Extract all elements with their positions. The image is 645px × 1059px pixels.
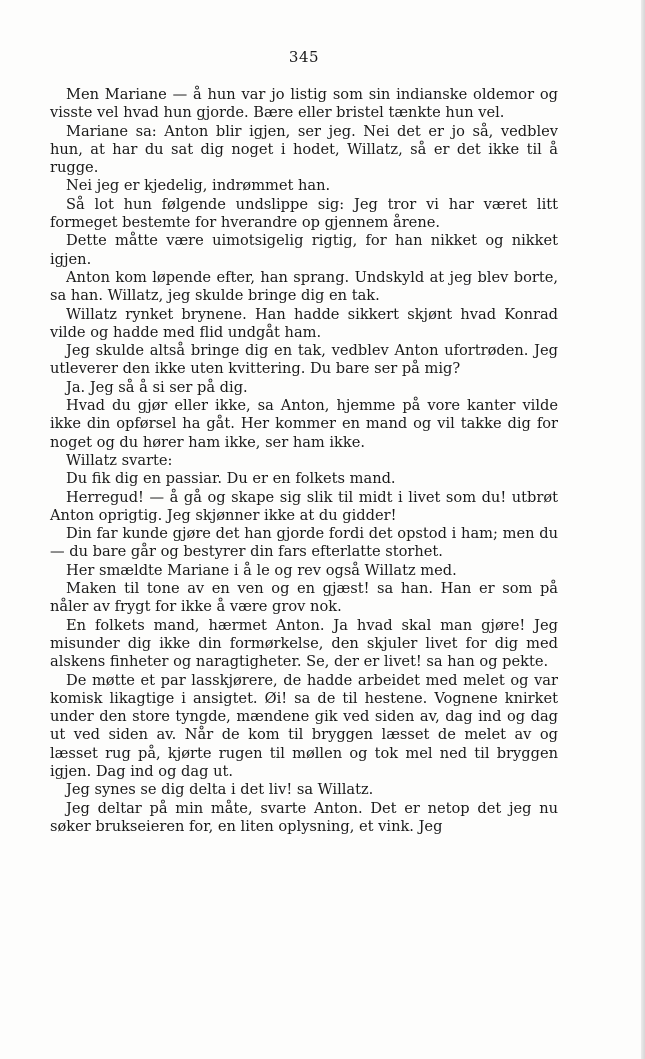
paragraph: Willatz rynket brynene. Han hadde sikkert skjønt hvad Konrad vilde og hadde med flid undgåt ham. <box>50 305 558 341</box>
paragraph: En folkets mand, hærmet Anton. Ja hvad skal man gjøre! Jeg misunder dig ikke din formørkelse, den skjuler livet for dig med alskens finheter og naragtigheter. Se, der er livet! sa han og pekte. <box>50 616 558 671</box>
paragraph: Jeg deltar på min måte, svarte Anton. Det er netop det jeg nu søker brukseieren for, en liten oplysning, et vink. Jeg <box>50 799 558 835</box>
paragraph: Men Mariane — å hun var jo listig som sin indianske oldemor og visste vel hvad hun gjorde. Bære eller bristel tænkte hun vel. <box>50 86 558 122</box>
paragraph: Ja. Jeg så å si ser på dig. <box>66 378 248 396</box>
paragraph: Maken til tone av en ven og en gjæst! sa han. Han er som på nåler av frygt for ikke å være grov nok. <box>50 580 558 616</box>
paragraph: Så lot hun følgende undslippe sig: Jeg tror vi har været litt formeget bestemte for hverandre op gjennem årene. <box>50 195 558 232</box>
paragraph: Din far kunde gjøre det han gjorde fordi det opstod i ham; men du — du bare går og bestyrer din fars efterlatte storhet. <box>50 525 558 561</box>
paragraph: Herregud! — å gå og skape sig slik til midt i livet som du! utbrøt Anton oprigtig. Jeg skjønner ikke at du gidder! <box>50 488 558 524</box>
paragraph: Jeg synes se dig delta i det liv! sa Willatz. <box>66 781 374 799</box>
page-number: 345 <box>288 48 320 66</box>
paragraph: Dette måtte være uimotsigelig rigtig, for han nikket og nikket igjen. <box>50 232 558 268</box>
paragraph: Mariane sa: Anton blir igjen, ser jeg. Nei det er jo så, vedblev hun, at har du sat dig noget i hodet, Willatz, så er det ikke til å rugge. <box>50 122 558 177</box>
paragraph: Hvad du gjør eller ikke, sa Anton, hjemme på vore kanter vilde ikke din opførsel ha gåt. Her kommer en mand og vil takke dig for noget og du hører ham ikke, ser ham ikke. <box>50 397 558 451</box>
paragraph: Her smældte Mariane i å le og rev også Willatz med. <box>66 561 457 579</box>
paragraph: Du fik dig en passiar. Du er en folkets mand. <box>66 470 396 488</box>
body-text <box>50 86 558 836</box>
paragraph: Anton kom løpende efter, han sprang. Undskyld at jeg blev borte, sa han. Willatz, jeg skulde bringe dig en tak. <box>50 268 558 305</box>
paragraph: Willatz svarte: <box>66 451 173 469</box>
paragraph: Nei jeg er kjedelig, indrømmet han. <box>66 177 331 195</box>
page-edge-shadow <box>641 0 645 1059</box>
paragraph: Jeg skulde altså bringe dig en tak, vedblev Anton ufortrøden. Jeg utleverer den ikke uten kvittering. Du bare ser på mig? <box>50 342 558 378</box>
paragraph: De møtte et par lasskjørere, de hadde arbeidet med melet og var komisk likagtige i ansigtet. Øi! sa de til hestene. Vognene knirket under den store tyngde, mændene gik ved siden av, dag ind og dag ut ved siden av. Når de kom til bryggen læsset de melet av og læsset rug på, kjørte rugen til møllen og tok mel ned til bryggen igjen. Dag ind og dag ut. <box>50 671 558 780</box>
